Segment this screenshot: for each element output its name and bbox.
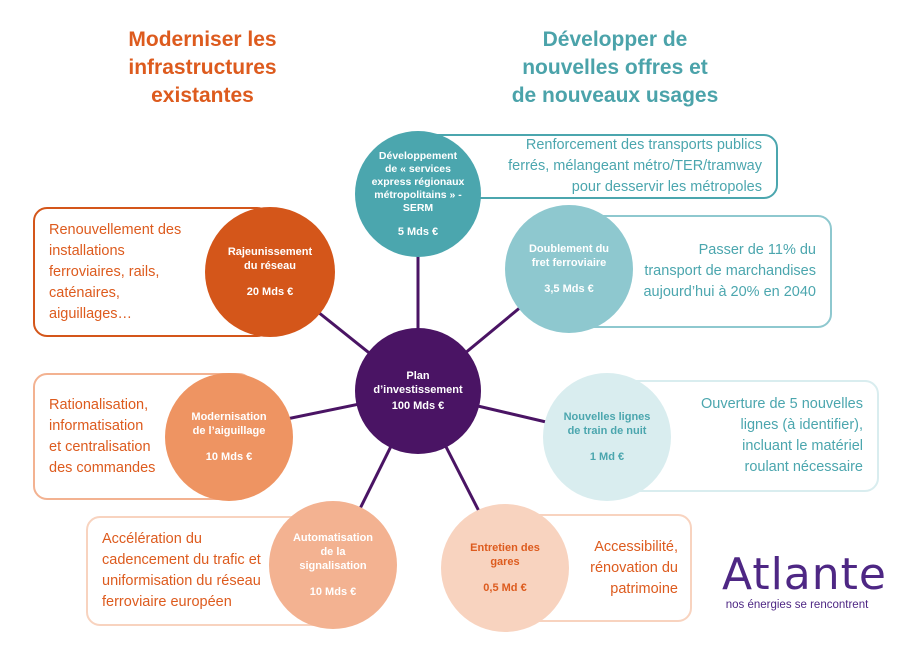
description-box-aiguillage: Rationalisation, informatisation et centralisation des commandes [33, 373, 253, 500]
description-box-reseau: Renouvellement des installations ferroviaires, rails, caténaires, aiguillages… [33, 207, 271, 337]
node-train-de-nuit: Nouvelles lignes de train de nuit 1 Md € [543, 373, 671, 501]
node-serm: Développement de « services express régionaux métropolitains » - SERM 5 Mds € [355, 131, 481, 257]
node-gares: Entretien des gares 0,5 Md € [441, 504, 569, 632]
description-box-gares: Accessibilité, rénovation du patrimoine [470, 514, 692, 622]
node-fret: Doublement du fret ferroviaire 3,5 Mds € [505, 205, 633, 333]
node-aiguillage: Modernisation de l’aiguillage 10 Mds € [165, 373, 293, 501]
right-heading: Développer de nouvelles offres et de nouveaux usages [511, 28, 719, 107]
center-plan-investissement: Plan d’investissement 100 Mds € [355, 328, 481, 454]
description-box-signalisation: Accélération du cadencement du trafic et uniformisation du réseau ferroviaire européen [86, 516, 356, 626]
node-reseau: Rajeunissement du réseau 20 Mds € [205, 207, 335, 337]
description-box-train-de-nuit: Ouverture de 5 nouvelles lignes (à identifier), incluant le matériel roulant nécessaire [600, 380, 879, 492]
description-box-serm: Renforcement des transports publics ferrés, mélangeant métro/TER/tramway pour desservir les métropoles [408, 134, 778, 199]
node-signalisation: Automatisation de la signalisation 10 Mds € [269, 501, 397, 629]
left-heading: Moderniser les infrastructures existantes [128, 28, 277, 107]
atlante-logo [722, 549, 887, 612]
logo-tagline: nos énergies se rencontrent [725, 599, 869, 611]
description-box-fret: Passer de 11% du transport de marchandises aujourd’hui à 20% en 2040 [560, 215, 832, 328]
logo-wordmark: Atlante [722, 549, 887, 600]
